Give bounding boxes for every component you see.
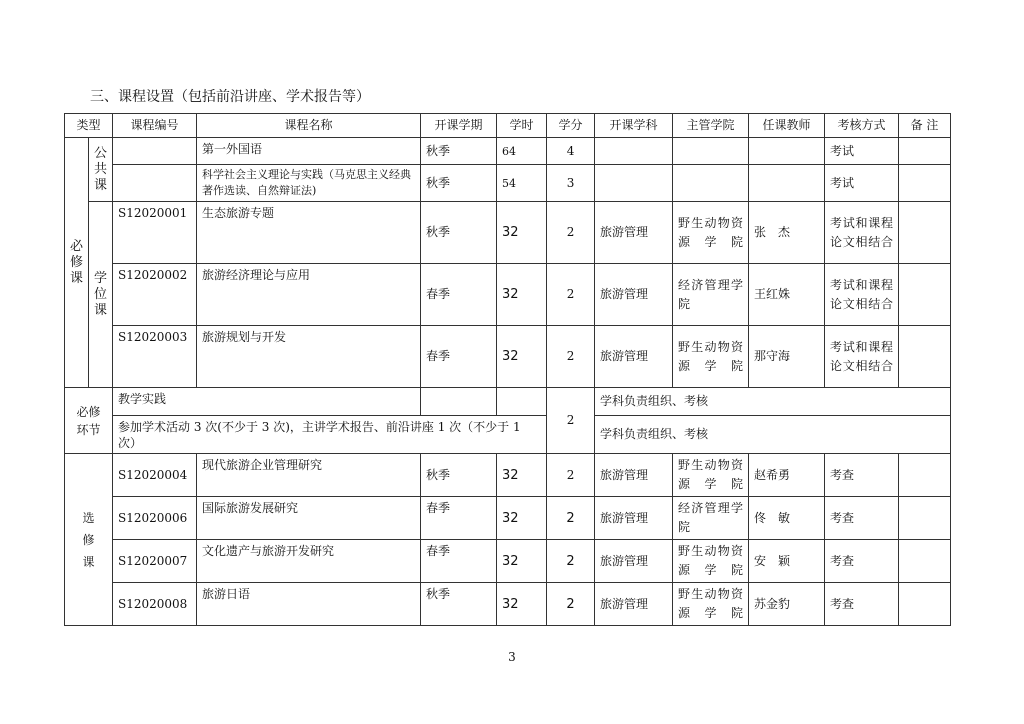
- cell-subject: [595, 138, 673, 165]
- cell-teacher: 安 颖: [749, 540, 825, 583]
- cell-college: 野生动物资源学院: [673, 583, 749, 626]
- col-header: 考核方式: [825, 114, 899, 138]
- cell-college: 野生动物资源学院: [673, 454, 749, 497]
- col-header: 类型: [65, 114, 113, 138]
- table-row: [65, 138, 951, 165]
- cell-hours: 32: [497, 202, 547, 264]
- cell-term: 春季: [421, 326, 497, 388]
- col-header: 学时: [497, 114, 547, 138]
- header-row: [65, 114, 951, 138]
- sub-label-degree: 学位课: [89, 202, 113, 388]
- page-number: 3: [508, 650, 516, 664]
- sub-label-public: 公共课: [89, 138, 113, 202]
- cell-note: [899, 583, 951, 626]
- cell-credits: 2: [547, 540, 595, 583]
- cell-credits: 2: [547, 583, 595, 626]
- table-row: [65, 454, 951, 497]
- cell-exam: 考试: [825, 165, 899, 202]
- col-header: 开课学科: [595, 114, 673, 138]
- cell-name: 旅游规划与开发: [197, 326, 421, 388]
- cell-college: 野生动物资源学院: [673, 202, 749, 264]
- cell-name: 科学社会主义理论与实践（马克思主义经典著作选读、自然辩证法): [197, 165, 421, 202]
- cell-subject: 旅游管理: [595, 583, 673, 626]
- cell-exam: 考试: [825, 138, 899, 165]
- table-row: [65, 202, 951, 264]
- cell-exam: 考查: [825, 454, 899, 497]
- cell-code: S12020004: [113, 454, 197, 497]
- cell-teacher: 赵希勇: [749, 454, 825, 497]
- cell-name: 旅游经济理论与应用: [197, 264, 421, 326]
- cell-code: S12020002: [113, 264, 197, 326]
- group-label-elective: 选修课: [65, 454, 113, 626]
- cell-code: [113, 138, 197, 165]
- cell-exam: 考试和课程论文相结合: [825, 326, 899, 388]
- cell-teacher: [749, 165, 825, 202]
- col-header: 学分: [547, 114, 595, 138]
- cell-exam: 考查: [825, 583, 899, 626]
- cell-hours: 32: [497, 264, 547, 326]
- cell-subject: [595, 165, 673, 202]
- cell-teacher: [749, 138, 825, 165]
- cell-code: S12020001: [113, 202, 197, 264]
- cell-term: 秋季: [421, 583, 497, 626]
- cell-college: [673, 165, 749, 202]
- practice-org: 学科负责组织、考核: [595, 416, 951, 454]
- cell-teacher: 苏金豹: [749, 583, 825, 626]
- cell-term: 春季: [421, 264, 497, 326]
- cell-term: 秋季: [421, 165, 497, 202]
- cell-college: 经济管理学院: [673, 497, 749, 540]
- cell-note: [899, 202, 951, 264]
- section-heading: 三、课程设置（包括前沿讲座、学术报告等）: [90, 89, 370, 105]
- cell-teacher: 张 杰: [749, 202, 825, 264]
- cell-note: [899, 454, 951, 497]
- table-row: [65, 497, 951, 540]
- cell-teacher: 那守海: [749, 326, 825, 388]
- cell-credits: 3: [547, 165, 595, 202]
- cell-term: 春季: [421, 497, 497, 540]
- cell-code: [113, 165, 197, 202]
- cell-subject: 旅游管理: [595, 202, 673, 264]
- cell-name: 文化遗产与旅游开发研究: [197, 540, 421, 583]
- table-row: [65, 264, 951, 326]
- cell-name: 国际旅游发展研究: [197, 497, 421, 540]
- cell-subject: 旅游管理: [595, 454, 673, 497]
- practice-credits: 2: [547, 388, 595, 454]
- cell-exam: 考试和课程论文相结合: [825, 202, 899, 264]
- cell-name: 生态旅游专题: [197, 202, 421, 264]
- cell-subject: 旅游管理: [595, 326, 673, 388]
- cell-note: [899, 264, 951, 326]
- cell-credits: 4: [547, 138, 595, 165]
- table-row: [65, 326, 951, 388]
- cell-term: 春季: [421, 540, 497, 583]
- cell-hours: 32: [497, 497, 547, 540]
- cell-college: 经济管理学院: [673, 264, 749, 326]
- cell-hours: 64: [497, 138, 547, 165]
- cell-credits: 2: [547, 454, 595, 497]
- table-row: [65, 165, 951, 202]
- cell-exam: 考查: [825, 497, 899, 540]
- course-table: [64, 113, 951, 626]
- cell-term: 秋季: [421, 138, 497, 165]
- cell-credits: 2: [547, 202, 595, 264]
- cell-subject: 旅游管理: [595, 497, 673, 540]
- group-label-required: 必修课: [65, 138, 89, 388]
- cell-hours: 32: [497, 583, 547, 626]
- cell-note: [899, 165, 951, 202]
- table-row: [65, 583, 951, 626]
- cell-subject: 旅游管理: [595, 264, 673, 326]
- cell-name: 现代旅游企业管理研究: [197, 454, 421, 497]
- cell-credits: 2: [547, 326, 595, 388]
- table-row: [65, 416, 951, 454]
- col-header: 课程名称: [197, 114, 421, 138]
- cell-code: S12020008: [113, 583, 197, 626]
- col-header: 开课学期: [421, 114, 497, 138]
- table-row: [65, 540, 951, 583]
- practice-org: 学科负责组织、考核: [595, 388, 951, 416]
- col-header: 备 注: [899, 114, 951, 138]
- cell-code: S12020007: [113, 540, 197, 583]
- cell-hours: [497, 388, 547, 416]
- cell-name: 第一外国语: [197, 138, 421, 165]
- col-header: 任课教师: [749, 114, 825, 138]
- cell-hours: 32: [497, 540, 547, 583]
- cell-subject: 旅游管理: [595, 540, 673, 583]
- cell-credits: 2: [547, 497, 595, 540]
- cell-credits: 2: [547, 264, 595, 326]
- table-row: [65, 388, 951, 416]
- cell-teacher: 佟 敏: [749, 497, 825, 540]
- cell-term: [421, 388, 497, 416]
- cell-code: S12020006: [113, 497, 197, 540]
- cell-exam: 考试和课程论文相结合: [825, 264, 899, 326]
- practice-label: 必修环节: [65, 388, 113, 454]
- cell-note: [899, 497, 951, 540]
- cell-note: [899, 326, 951, 388]
- cell-teacher: 王红姝: [749, 264, 825, 326]
- cell-college: [673, 138, 749, 165]
- cell-college: 野生动物资源学院: [673, 326, 749, 388]
- cell-exam: 考查: [825, 540, 899, 583]
- cell-code: S12020003: [113, 326, 197, 388]
- practice-item: 教学实践: [113, 388, 421, 416]
- cell-hours: 54: [497, 165, 547, 202]
- cell-name: 旅游日语: [197, 583, 421, 626]
- col-header: 主管学院: [673, 114, 749, 138]
- cell-college: 野生动物资源学院: [673, 540, 749, 583]
- cell-term: 秋季: [421, 454, 497, 497]
- cell-hours: 32: [497, 454, 547, 497]
- cell-hours: 32: [497, 326, 547, 388]
- col-header: 课程编号: [113, 114, 197, 138]
- practice-item: 参加学术活动 3 次(不少于 3 次)，主讲学术报告、前沿讲座 1 次（不少于 1 次）: [113, 416, 547, 454]
- cell-note: [899, 138, 951, 165]
- cell-term: 秋季: [421, 202, 497, 264]
- cell-note: [899, 540, 951, 583]
